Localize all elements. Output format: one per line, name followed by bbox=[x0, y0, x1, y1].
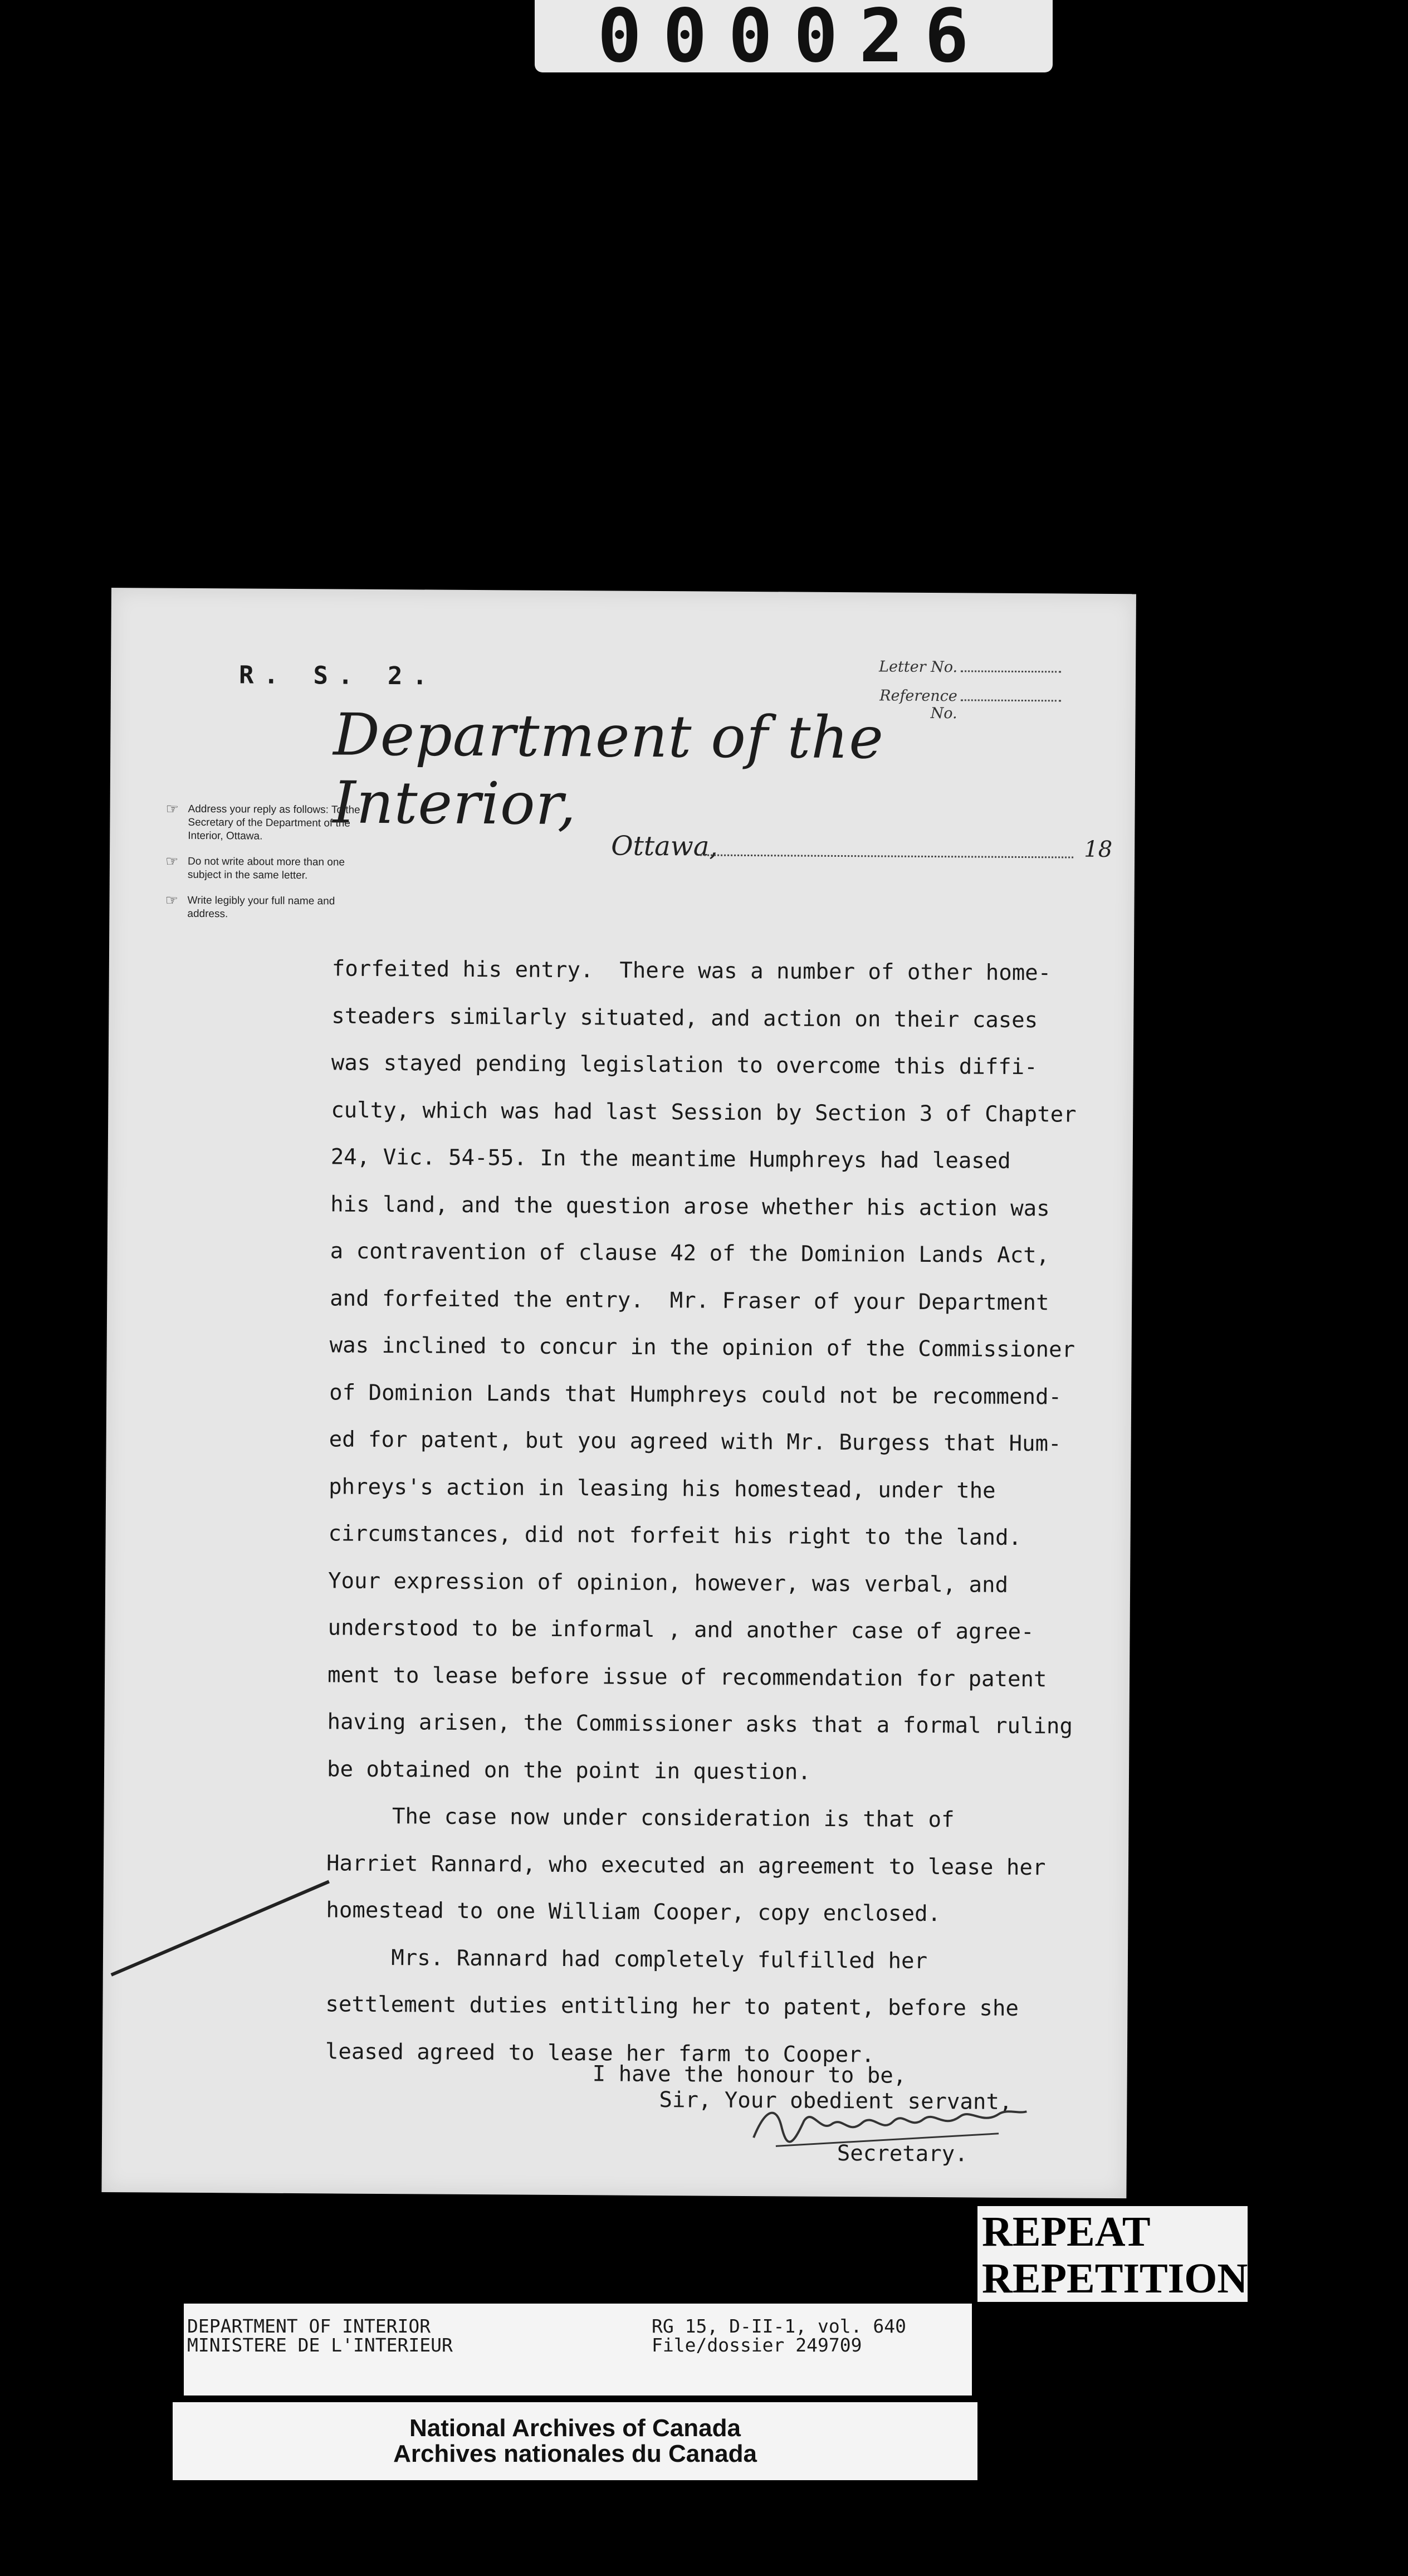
body-line: ment to lease before issue of recommendation for patent bbox=[327, 1662, 1047, 1692]
record-group: RG 15, D-II-1, vol. 640 bbox=[652, 2315, 906, 2337]
body-line: Harriet Rannard, who executed an agreement to lease her bbox=[326, 1850, 1046, 1880]
body-line: Your expression of opinion, however, was verbal, and bbox=[327, 1568, 1009, 1598]
place-name: Ottawa, bbox=[611, 830, 718, 862]
body-line: and forfeited the entry. Mr. Fraser of your Department bbox=[330, 1285, 1049, 1315]
body-line: understood to be informal , and another case of agree- bbox=[327, 1615, 1034, 1645]
repeat-label-en: REPEAT bbox=[982, 2208, 1151, 2255]
dept-fr: MINISTERE DE L'INTERIEUR bbox=[187, 2334, 453, 2356]
closing-line: Sir, Your obedient servant, bbox=[659, 2087, 1013, 2115]
body-line: The case now under consideration is that of bbox=[326, 1803, 955, 1833]
repeat-label bbox=[977, 2206, 1248, 2302]
reference-no-label: Reference No. bbox=[879, 687, 957, 723]
dept-en: DEPARTMENT OF INTERIOR bbox=[187, 2315, 431, 2337]
signatory-title: Secretary. bbox=[837, 2141, 968, 2167]
pointing-hand-icon: ☞ bbox=[165, 852, 179, 870]
archives-fr: Archives nationales du Canada bbox=[393, 2440, 757, 2467]
instruction-item: ☞ Address your reply as follows: To the Secretary of the Department of the Interior, Ottawa. bbox=[165, 800, 360, 842]
body-line: was stayed pending legislation to overcome this diffi- bbox=[331, 1050, 1038, 1080]
form-code: R. S. 2. bbox=[238, 661, 438, 691]
archives-label bbox=[173, 2402, 977, 2480]
letter-no-field bbox=[961, 657, 1061, 672]
body-line: settlement duties entitling her to patent, before she bbox=[325, 1992, 1019, 2021]
file-number: File/dossier 249709 bbox=[652, 2334, 862, 2356]
letter-page bbox=[101, 588, 1136, 2198]
frame-number: 000026 bbox=[597, 0, 990, 79]
body-line: leased agreed to lease her farm to Cooper. bbox=[325, 2038, 875, 2067]
body-line: circumstances, did not forfeit his right to the land. bbox=[328, 1521, 1022, 1551]
body-line: steaders similarly situated, and action on their cases bbox=[331, 1003, 1038, 1033]
body-line: be obtained on the point in question. bbox=[326, 1756, 811, 1785]
pencil-mark bbox=[109, 1869, 343, 1982]
frame-number-label bbox=[535, 0, 1053, 79]
body-line: phreys's action in leasing his homestead, under the bbox=[329, 1474, 996, 1504]
body-line: 24, Vic. 54-55. In the meantime Humphreys had leased bbox=[330, 1144, 1011, 1174]
body-line: Mrs. Rannard had completely fulfilled her bbox=[325, 1944, 928, 1974]
letter-no-label: Letter No. bbox=[878, 658, 958, 676]
archive-reference-strip bbox=[184, 2304, 972, 2396]
archives-en: National Archives of Canada bbox=[409, 2414, 741, 2442]
closing-line: I have the honour to be, bbox=[592, 2061, 907, 2089]
pointing-hand-icon: ☞ bbox=[165, 891, 178, 909]
pointing-hand-icon: ☞ bbox=[165, 800, 179, 817]
reply-instructions bbox=[165, 800, 377, 934]
department-names bbox=[187, 2317, 453, 2355]
body-line: culty, which was had last Session by Section 3 of Chapter bbox=[331, 1097, 1077, 1128]
repeat-label-fr: REPETITION bbox=[982, 2255, 1248, 2302]
department-heading: Department of the Interior, bbox=[333, 700, 884, 838]
instruction-item: ☞ Write legibly your full name and address. bbox=[165, 891, 335, 920]
body-line: a contravention of clause 42 of the Dominion Lands Act, bbox=[330, 1238, 1050, 1269]
letter-body bbox=[325, 945, 1223, 2081]
file-reference bbox=[652, 2317, 906, 2355]
body-line: having arisen, the Commissioner asks that a formal ruling bbox=[327, 1709, 1073, 1739]
year-prefix: 18 bbox=[1084, 836, 1113, 862]
instruction-item: ☞ Do not write about more than one subject in the same letter. bbox=[165, 852, 345, 882]
date-fill-line bbox=[700, 854, 1073, 858]
body-line: ed for patent, but you agreed with Mr. Burgess that Hum- bbox=[329, 1427, 1062, 1457]
body-line: of Dominion Lands that Humphreys could not be recommend- bbox=[329, 1379, 1062, 1409]
body-line: homestead to one William Cooper, copy enclosed. bbox=[326, 1897, 941, 1927]
body-line: was inclined to concur in the opinion of the Commissioner bbox=[329, 1333, 1075, 1363]
body-line: forfeited his entry. There was a number of other home- bbox=[331, 956, 1052, 986]
reference-no-field bbox=[961, 686, 1061, 701]
date-line bbox=[611, 830, 1112, 866]
body-line: his land, and the question arose whether his action was bbox=[330, 1191, 1050, 1221]
